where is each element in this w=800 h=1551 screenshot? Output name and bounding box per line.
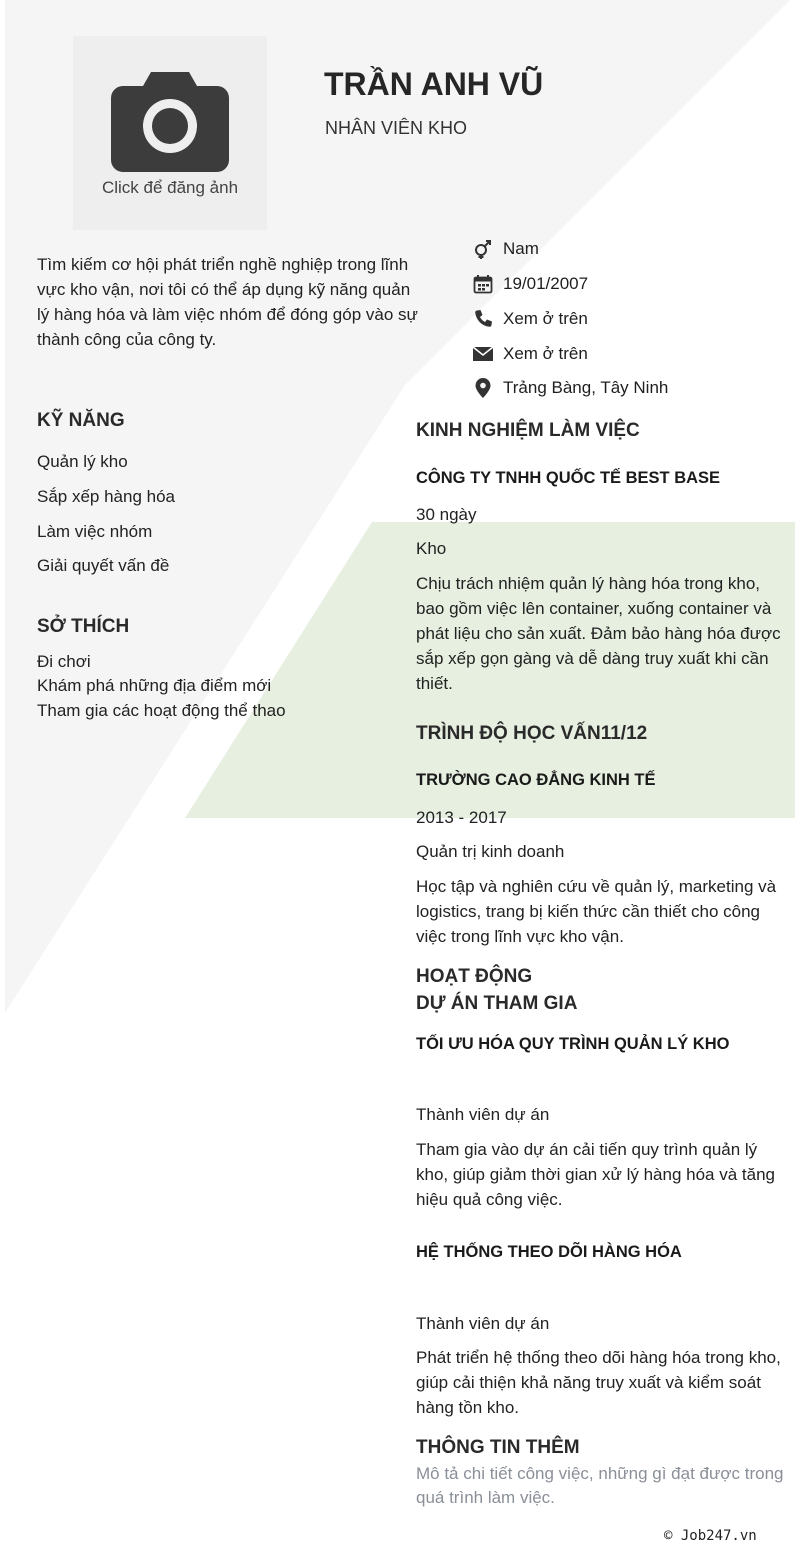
birthday-value: 19/01/2007 xyxy=(503,274,589,294)
education-description: Học tập và nghiên cứu về quản lý, marketing và logistics, trang bị kiến thức cần thiết cho công việc trong lĩnh vực kho vận. xyxy=(416,877,777,946)
hobby-item: Đi chơi xyxy=(37,652,91,671)
project-role: Thành viên dự án xyxy=(416,1105,550,1124)
experience-heading: KINH NGHIỆM LÀM VIỆC xyxy=(416,420,640,441)
contact-address xyxy=(472,371,792,406)
project-description: Phát triển hệ thống theo dõi hàng hóa trong kho, giúp cải thiện khả năng truy xuất và kiểm soát hàng tồn kho. xyxy=(416,1348,781,1417)
contact-email xyxy=(472,336,792,371)
project-name: TỐI ƯU HÓA QUY TRÌNH QUẢN LÝ KHO xyxy=(416,1035,730,1053)
contact-birthday xyxy=(472,267,792,302)
calendar-icon xyxy=(472,273,494,295)
phone-icon xyxy=(472,308,494,330)
hobby-item: Khám phá những địa điểm mới xyxy=(37,676,272,695)
hobbies-heading: SỞ THÍCH xyxy=(37,616,130,637)
camera-icon xyxy=(111,68,229,172)
school-name: TRƯỜNG CAO ĐẲNG KINH TẾ xyxy=(416,771,656,789)
contact-phone xyxy=(472,302,792,337)
skills-heading: KỸ NĂNG xyxy=(37,410,125,431)
additional-info-placeholder[interactable]: Mô tả chi tiết công việc, những gì đạt được trong quá trình làm việc. xyxy=(416,1464,784,1507)
gender-icon xyxy=(472,238,494,260)
phone-value: Xem ở trên xyxy=(503,308,588,328)
projects-heading: DỰ ÁN THAM GIA xyxy=(416,993,578,1014)
mail-icon xyxy=(472,343,494,365)
project-description: Tham gia vào dự án cải tiến quy trình quản lý kho, giúp giảm thời gian xử lý hàng hóa và tăng hiệu quả công việc. xyxy=(416,1140,775,1209)
education-major: Quản trị kinh doanh xyxy=(416,842,565,861)
footer-copyright: © Job247.vn xyxy=(664,1528,757,1544)
activities-heading: HOẠT ĐỘNG xyxy=(416,966,533,987)
project-role: Thành viên dự án xyxy=(416,1314,550,1333)
experience-duration: 30 ngày xyxy=(416,505,477,524)
education-years: 2013 - 2017 xyxy=(416,808,507,827)
experience-position: Kho xyxy=(416,539,447,558)
job-title: NHÂN VIÊN KHO xyxy=(325,118,468,138)
education-heading: TRÌNH ĐỘ HỌC VẤN11/12 xyxy=(416,723,648,744)
photo-caption: Click để đăng ảnh xyxy=(101,178,239,197)
candidate-name: TRẦN ANH VŨ xyxy=(324,66,544,102)
skill-item: Làm việc nhóm xyxy=(37,522,153,541)
contact-gender xyxy=(472,232,792,267)
skill-item: Quản lý kho xyxy=(37,452,128,471)
location-pin-icon xyxy=(472,377,494,399)
contact-info xyxy=(472,232,792,406)
gender-value: Nam xyxy=(503,239,539,259)
skill-item: Sắp xếp hàng hóa xyxy=(37,487,176,506)
address-value: Trảng Bàng, Tây Ninh xyxy=(503,378,669,398)
email-value: Xem ở trên xyxy=(503,343,588,363)
hobby-item: Tham gia các hoạt động thể thao xyxy=(37,701,286,720)
profile-photo-upload[interactable] xyxy=(73,36,267,230)
company-name: CÔNG TY TNHH QUỐC TẾ BEST BASE xyxy=(416,469,721,487)
additional-info-heading: THÔNG TIN THÊM xyxy=(416,1437,580,1458)
career-objective: Tìm kiếm cơ hội phát triển nghề nghiệp trong lĩnh vực kho vận, nơi tôi có thể áp dụng kỹ năng quản lý hàng hóa và làm việc nhóm để đóng góp vào sự thành công của công ty. xyxy=(37,255,418,349)
skill-item: Giải quyết vấn đề xyxy=(37,556,170,575)
project-name: HỆ THỐNG THEO DÕI HÀNG HÓA xyxy=(416,1243,682,1261)
experience-description: Chịu trách nhiệm quản lý hàng hóa trong kho, bao gồm việc lên container, xuống container và phát liệu cho sản xuất. Đảm bảo hàng hóa được sắp xếp gọn gàng và dễ dàng truy xuất khi cần thiết. xyxy=(416,574,781,693)
